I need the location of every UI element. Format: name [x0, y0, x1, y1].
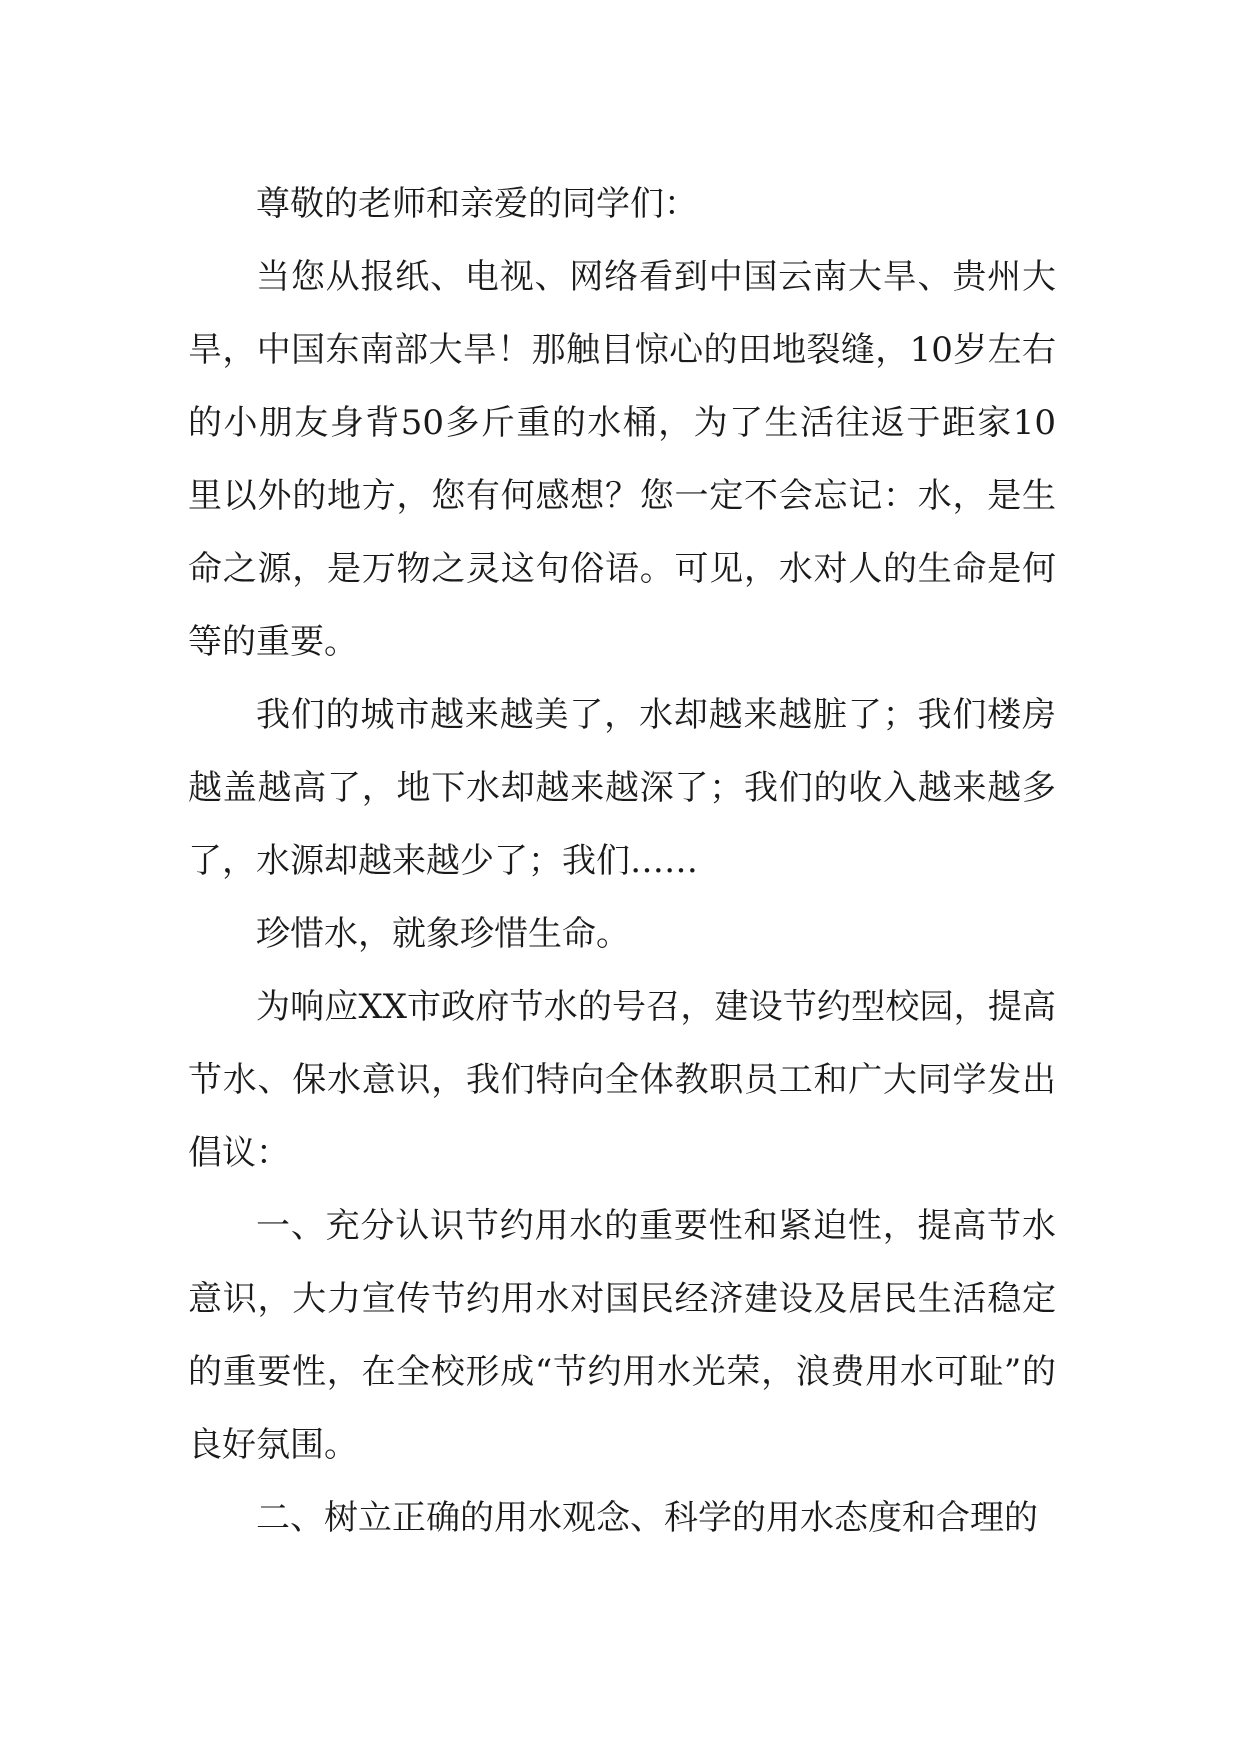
paragraph-city: 我们的城市越来越美了，水却越来越脏了；我们楼房越盖越高了，地下水却越来越深了；我们的收入越来越多了，水源却越来越少了；我们…… — [188, 695, 1056, 881]
salutation: 尊敬的老师和亲爱的同学们： — [256, 184, 698, 224]
paragraph-point-one: 一、充分认识节约用水的重要性和紧迫性，提高节水意识，大力宣传节约用水对国民经济建设及居民生活稳定的重要性，在全校形成“节约用水光荣，浪费用水可耻”的良好氛围。 — [188, 1206, 1056, 1465]
document-body — [188, 168, 1056, 1555]
paragraph-cherish-water: 珍惜水，就象珍惜生命。 — [256, 914, 630, 954]
paragraph-point-two: 二、树立正确的用水观念、科学的用水态度和合理的 — [256, 1498, 1038, 1538]
paragraph-initiative: 为响应XX市政府节水的号召，建设节约型校园，提高节水、保水意识，我们特向全体教职员工和广大同学发出倡议： — [188, 987, 1056, 1173]
paragraph-drought: 当您从报纸、电视、网络看到中国云南大旱、贵州大旱，中国东南部大旱！那触目惊心的田地裂缝，10岁左右的小朋友身背50多斤重的水桶，为了生活往返于距家10里以外的地方，您有何感想？您一定不会忘记：水，是生命之源，是万物之灵这句俗语。可见，水对人的生命是何等的重要。 — [188, 257, 1056, 662]
